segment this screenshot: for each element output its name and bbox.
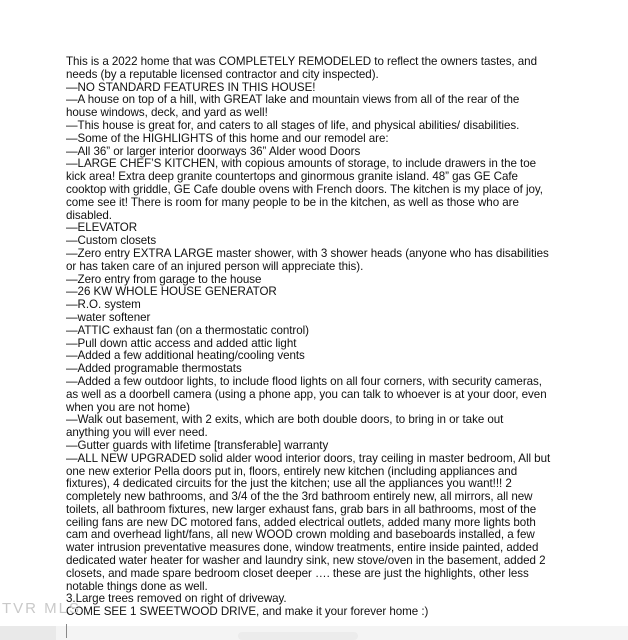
mls-watermark: TVR MLS [2, 600, 82, 617]
text-line: completely new bathrooms, and 3/4 of the the 3rd bathroom entirely new, all mirrors, all new [66, 490, 533, 504]
text-line: water intrusion preventative measures done, window treatments, entire inside painted, added [66, 541, 539, 555]
text-line: —A house on top of a hill, with GREAT lake and mountain views from all of the rear of the [66, 93, 520, 107]
text-line: —Zero entry EXTRA LARGE master shower, with 3 shower heads (anyone who has disabilities [66, 246, 549, 260]
text-cursor [66, 624, 67, 638]
text-line: as well as a doorbell camera (using a phone app, you can talk to whoever is at your door, even [66, 387, 547, 401]
text-line: COME SEE 1 SWEETWOOD DRIVE, and make it your forever home :) [66, 605, 429, 619]
text-line: or has taken care of an injured person will appreciate this). [66, 259, 364, 273]
text-line: disabled. [66, 208, 112, 222]
text-line: —ALL NEW UPGRADED solid alder wood interior doors, tray ceiling in master bedroom, All but [66, 451, 551, 465]
text-line: ceiling fans are new DC motored fans, added electrical outlets, added many more lights both [66, 515, 536, 529]
text-line: toilets, all bathroom fixtures, new larger exhaust fans, grab bars in all bathrooms, most of the [66, 502, 537, 516]
text-line: needs (by a reputable licensed contractor and city inspected). [66, 67, 379, 81]
text-line: —Zero entry from garage to the house [66, 272, 262, 286]
text-line: —All 36” or larger interior doorways 36” Alder wood Doors [66, 144, 361, 158]
text-line: closets, and made spare bedroom closet deeper …. these are just the highlights, other less [66, 566, 529, 580]
text-line: kick area! Extra deep granite countertops and ginormous granite island. 48” gas GE Cafe [66, 170, 518, 184]
bottom-bar-pill [238, 632, 358, 640]
text-line: —water softener [66, 310, 151, 324]
text-line: cooktop with griddle, GE Cafe double ovens with French doors. The kitchen is my place of joy, [66, 182, 543, 196]
text-line: one new exterior Pella doors put in, floors, entirely new kitchen (including appliances and [66, 464, 518, 478]
text-line: —Walk out basement, with 2 exits, which are both double doors, to bring in or take out [66, 413, 504, 427]
text-line: cam and overhead light/fans, all new WOOD crown molding and baseboards installed, a few [66, 528, 535, 542]
text-line: —Added programable thermostats [66, 362, 242, 376]
text-line: when you are not home) [66, 400, 190, 414]
text-line: come see it! There is room for many people to be in the kitchen, as well as those who are [66, 195, 519, 209]
listing-description [66, 56, 622, 619]
text-line: —Custom closets [66, 234, 157, 248]
text-line: —This house is great for, and caters to all stages of life, and physical abilities/ disabilities. [66, 118, 520, 132]
text-line: —Pull down attic access and added attic light [66, 336, 297, 350]
text-line: —ELEVATOR [66, 221, 138, 235]
text-line: —Gutter guards with lifetime [transferable] warranty [66, 438, 329, 452]
text-line: —Added a few outdoor lights, to include flood lights on all four corners, with security cameras, [66, 374, 542, 388]
text-line: —ATTIC exhaust fan (on a thermostatic control) [66, 323, 309, 337]
text-line: —Some of the HIGHLIGHTS of this home and our remodel are: [66, 131, 389, 145]
text-line: —26 KW WHOLE HOUSE GENERATOR [66, 285, 277, 299]
text-line: fixtures), 4 dedicated circuits for the just the kitchen; use all the appliances you want!!! 2 [66, 477, 512, 491]
text-line: dedicated water heater for washer and laundry sink, new stove/oven in the basement, added 2 [66, 554, 546, 568]
bottom-bar [0, 626, 628, 640]
text-line: —Added a few additional heating/cooling vents [66, 349, 305, 363]
text-line: 3.Large trees removed on right of driveway. [66, 592, 287, 606]
text-line: —NO STANDARD FEATURES IN THIS HOUSE! [66, 80, 316, 94]
text-line: notable things done as well. [66, 579, 208, 593]
text-line: house windows, deck, and yard as well! [66, 106, 268, 120]
text-line: —R.O. system [66, 298, 141, 312]
text-line: —LARGE CHEF’S KITCHEN, with copious amounts of storage, to include drawers in the toe [66, 157, 537, 171]
text-line: anything you will ever need. [66, 426, 208, 440]
text-line: This is a 2022 home that was COMPLETELY REMODELED to reflect the owners tastes, and [66, 55, 537, 68]
bottom-bar-left [0, 626, 56, 640]
